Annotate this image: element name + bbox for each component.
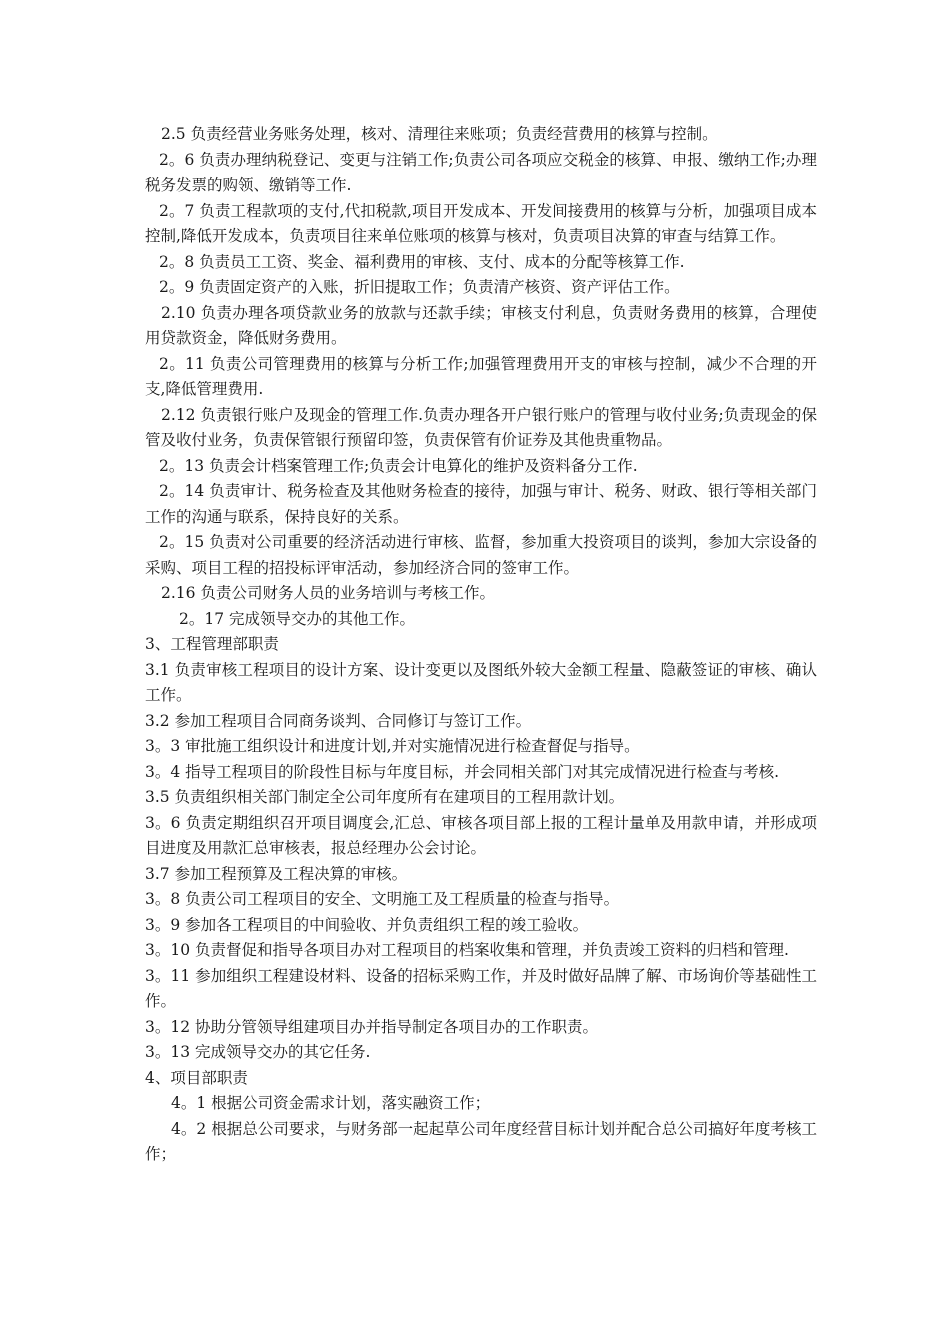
- item-2-13: 2。13 负责会计档案管理工作;负责会计电算化的维护及资料备分工作.: [159, 456, 638, 475]
- item-3-8: 3。8 负责公司工程项目的安全、文明施工及工程质量的检查与指导。: [145, 890, 620, 908]
- item-2-6: 2。6 负责办理纳税登记、变更与注销工作;负责公司各项应交税金的核算、申报、缴纳工作;办理税务发票的购领、缴销等工作.: [145, 150, 817, 194]
- item-3-12: 3。12 协助分管领导组建项目办并指导制定各项目办的工作职责。: [145, 1017, 599, 1036]
- item-3-4: 3。4 指导工程项目的阶段性目标与年度目标，并会同相关部门对其完成情况进行检查与考核.: [145, 762, 780, 781]
- item-2-16: 2.16 负责公司财务人员的业务培训与考核工作。: [161, 584, 495, 602]
- section-3-list: [145, 658, 817, 1066]
- item-3-1: 3.1 负责审核工程项目的设计方案、设计变更以及图纸外较大金额工程量、隐蔽签证的审核、确认工作。: [145, 660, 817, 704]
- item-2-11: 2。11 负责公司管理费用的核算与分析工作;加强管理费用开支的审核与控制，减少不合理的开支,降低管理费用.: [145, 354, 817, 398]
- item-2-10: 2.10 负责办理各项贷款业务的放款与还款手续；审核支付利息，负责财务费用的核算，合理使用贷款资金，降低财务费用。: [145, 303, 817, 347]
- item-4-2: 4。2 根据总公司要求，与财务部一起起草公司年度经营目标计划并配合总公司搞好年度考核工作；: [145, 1119, 817, 1163]
- item-2-5: 2.5 负责经营业务账务处理，核对、清理往来账项；负责经营费用的核算与控制。: [161, 125, 718, 143]
- item-2-12: 2.12 负责银行账户及现金的管理工作.负责办理各开户银行账户的管理与收付业务;负责现金的保管及收付业务，负责保管银行预留印签，负责保管有价证券及其他贵重物品。: [145, 405, 817, 449]
- section-3-heading: 3、工程管理部职责: [145, 635, 279, 653]
- item-3-11: 3。11 参加组织工程建设材料、设备的招标采购工作，并及时做好品牌了解、市场询价等基础性工作。: [145, 966, 817, 1010]
- section-2-list: [145, 122, 817, 632]
- item-4-1: 4。1 根据公司资金需求计划，落实融资工作；: [171, 1094, 491, 1112]
- item-2-7: 2。7 负责工程款项的支付,代扣税款,项目开发成本、开发间接费用的核算与分析，加强项目成本控制,降低开发成本，负责项目往来单位账项的核算与核对，负责项目决算的审查与结算工作。: [145, 201, 817, 245]
- item-3-6: 3。6 负责定期组织召开项目调度会,汇总、审核各项目部上报的工程计量单及用款申请，并形成项目进度及用款汇总审核表，报总经理办公会讨论。: [145, 813, 817, 857]
- item-2-14: 2。14 负责审计、税务检查及其他财务检查的接待，加强与审计、税务、财政、银行等相关部门工作的沟通与联系，保持良好的关系。: [145, 482, 817, 526]
- item-3-10: 3。10 负责督促和指导各项目办对工程项目的档案收集和管理，并负责竣工资料的归档和管理.: [145, 941, 789, 959]
- item-2-8: 2。8 负责员工工资、奖金、福利费用的审核、支付、成本的分配等核算工作.: [159, 252, 685, 271]
- section-4-list: [145, 1091, 817, 1168]
- item-3-3: 3。3 审批施工组织设计和进度计划,并对实施情况进行检查督促与指导。: [145, 737, 640, 755]
- document-page: [145, 122, 817, 1168]
- item-3-13: 3。13 完成领导交办的其它任务.: [145, 1043, 371, 1061]
- item-2-15: 2。15 负责对公司重要的经济活动进行审核、监督，参加重大投资项目的谈判，参加大宗设备的采购、项目工程的招投标评审活动，参加经济合同的签审工作。: [145, 533, 817, 577]
- item-3-7: 3.7 参加工程预算及工程决算的审核。: [145, 864, 408, 883]
- item-2-9: 2。9 负责固定资产的入账，折旧提取工作；负责清产核资、资产评估工作。: [159, 278, 680, 296]
- item-3-5: 3.5 负责组织相关部门制定全公司年度所有在建项目的工程用款计划。: [145, 788, 625, 806]
- item-3-9: 3。9 参加各工程项目的中间验收、并负责组织工程的竣工验收。: [145, 915, 589, 934]
- section-4-heading: 4、项目部职责: [145, 1068, 248, 1087]
- item-3-2: 3.2 参加工程项目合同商务谈判、合同修订与签订工作。: [145, 711, 532, 730]
- item-2-17: 2。17 完成领导交办的其他工作。: [179, 609, 416, 628]
